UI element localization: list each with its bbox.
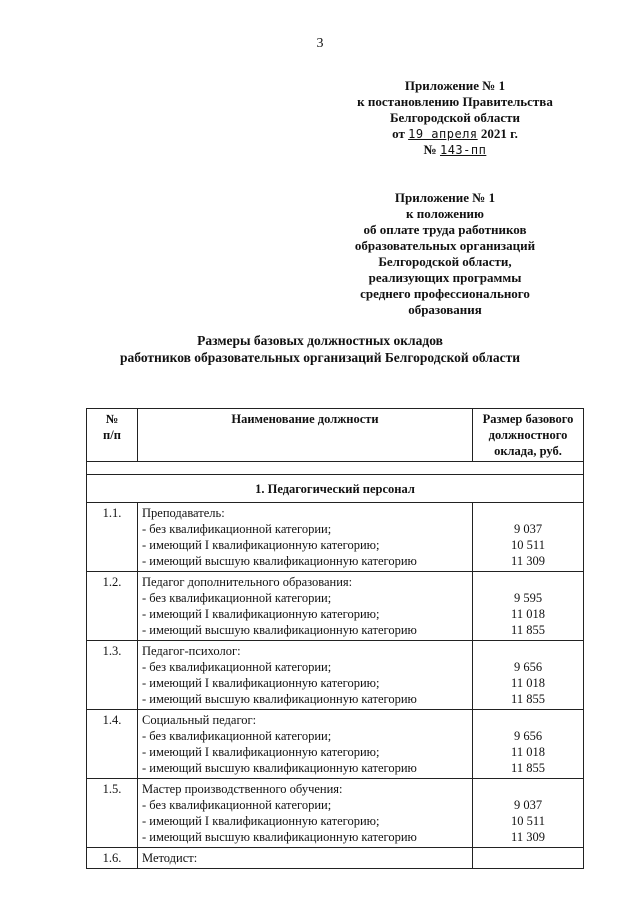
position-title: Педагог дополнительного образования: [142, 575, 353, 589]
row-position [138, 641, 473, 710]
position-category: - без квалификационной категории; [142, 591, 332, 605]
spacer-cell [87, 462, 584, 475]
salary-blank [475, 574, 581, 590]
appendix-sub-header [330, 190, 560, 318]
salary-blank [475, 712, 581, 728]
document-title [40, 332, 600, 366]
position-category: - имеющий I квалификационную категорию; [142, 676, 380, 690]
salary-blank [475, 781, 581, 797]
header-num-line: № [105, 412, 119, 426]
salary-value: 11 309 [511, 554, 545, 568]
salary-blank [475, 505, 581, 521]
row-number: 1.5. [87, 779, 138, 848]
salary-value: 9 595 [513, 591, 543, 605]
salary-value: 9 656 [513, 660, 543, 674]
appendix-header [330, 78, 580, 158]
row-number: 1.3. [87, 641, 138, 710]
header-salary-line: должностного [488, 428, 568, 442]
position-category: - имеющий высшую квалификационную категорию [142, 554, 417, 568]
position-title: Педагог-психолог: [142, 644, 241, 658]
row-salary [473, 503, 584, 572]
position-category: - имеющий I квалификационную категорию; [142, 607, 380, 621]
salary-value: 9 037 [513, 798, 543, 812]
row-position [138, 572, 473, 641]
salary-table [86, 408, 584, 869]
position-category: - имеющий высшую квалификационную категорию [142, 623, 417, 637]
position-category: - имеющий высшую квалификационную категорию [142, 692, 417, 706]
position-category: - имеющий высшую квалификационную категорию [142, 830, 417, 844]
table-row [87, 503, 584, 572]
row-position [138, 710, 473, 779]
row-salary [473, 779, 584, 848]
appendix-header-line2: к постановлению Правительства [357, 94, 553, 109]
appendix-sub-line: реализующих программы [368, 270, 522, 285]
number-handwritten: 143-пп [439, 143, 487, 157]
header-salary-line: Размер базового [482, 412, 574, 426]
row-salary [473, 710, 584, 779]
appendix-header-line1: Приложение № 1 [404, 78, 506, 93]
row-number: 1.6. [87, 848, 138, 869]
row-salary [473, 641, 584, 710]
date-prefix: от [392, 126, 405, 141]
salary-value: 11 018 [511, 745, 545, 759]
salary-value: 11 855 [511, 692, 545, 706]
appendix-sub-line: Приложение № 1 [394, 190, 496, 205]
number-prefix: № [423, 142, 437, 157]
table-row [87, 710, 584, 779]
salary-value: 11 018 [511, 607, 545, 621]
appendix-sub-line: образовательных организаций [354, 238, 536, 253]
salary-blank [475, 643, 581, 659]
salary-value: 10 511 [511, 814, 545, 828]
table-row [87, 779, 584, 848]
position-category: - без квалификационной категории; [142, 729, 332, 743]
position-category: - имеющий I квалификационную категорию; [142, 814, 380, 828]
appendix-sub-line: Белгородской области, [378, 254, 512, 269]
salary-value: 11 018 [511, 676, 545, 690]
header-position-name: Наименование должности [138, 409, 473, 462]
position-title: Социальный педагог: [142, 713, 257, 727]
position-title: Методист: [142, 851, 198, 865]
appendix-sub-line: об оплате труда работников [363, 222, 527, 237]
header-salary-line: оклада, руб. [494, 444, 562, 458]
header-num [87, 409, 138, 462]
salary-value: 11 855 [511, 761, 545, 775]
position-category: - имеющий I квалификационную категорию; [142, 538, 380, 552]
salary-value: 10 511 [511, 538, 545, 552]
salary-value: 11 855 [511, 623, 545, 637]
header-num-line: п/п [103, 428, 121, 442]
row-salary [473, 848, 584, 869]
position-title: Мастер производственного обучения: [142, 782, 343, 796]
header-salary [473, 409, 584, 462]
table-header-row [87, 409, 584, 462]
row-number: 1.1. [87, 503, 138, 572]
row-position [138, 848, 473, 869]
position-title: Преподаватель: [142, 506, 225, 520]
row-number: 1.2. [87, 572, 138, 641]
table-row [87, 572, 584, 641]
page-number: 3 [316, 36, 324, 51]
position-category: - без квалификационной категории; [142, 660, 332, 674]
appendix-header-number [330, 142, 580, 158]
row-position [138, 779, 473, 848]
appendix-sub-line: среднего профессионального [360, 286, 530, 301]
appendix-sub-line: к положению [406, 206, 484, 221]
document-title-line2: работников образовательных организаций Белгородской области [120, 350, 520, 365]
date-year: 2021 г. [480, 126, 518, 141]
salary-value: 9 037 [513, 522, 543, 536]
table-row [87, 848, 584, 869]
row-number: 1.4. [87, 710, 138, 779]
row-position [138, 503, 473, 572]
appendix-header-line3: Белгородской области [389, 110, 521, 125]
appendix-sub-line: образования [408, 302, 482, 317]
date-handwritten: 19 апреля [408, 127, 478, 141]
section-row [87, 475, 584, 503]
table-row [87, 641, 584, 710]
row-salary [473, 572, 584, 641]
position-category: - имеющий I квалификационную категорию; [142, 745, 380, 759]
salary-value: 11 309 [511, 830, 545, 844]
section-title: 1. Педагогический персонал [87, 475, 584, 503]
document-title-line1: Размеры базовых должностных окладов [197, 333, 443, 348]
salary-value: 9 656 [513, 729, 543, 743]
appendix-header-date [330, 126, 580, 142]
position-category: - имеющий высшую квалификационную категорию [142, 761, 417, 775]
section-spacer-row [87, 462, 584, 475]
position-category: - без квалификационной категории; [142, 522, 332, 536]
position-category: - без квалификационной категории; [142, 798, 332, 812]
